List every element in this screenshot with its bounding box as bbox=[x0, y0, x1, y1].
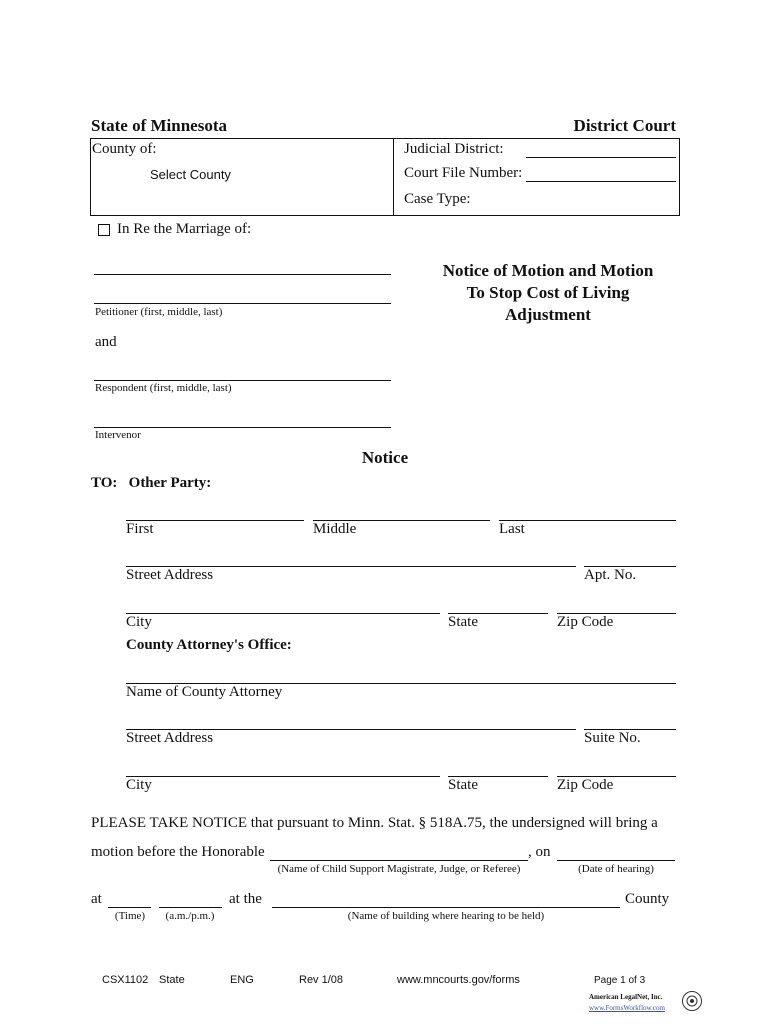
footer-form-id: CSX1102 bbox=[102, 974, 149, 986]
notice-heading: Notice bbox=[361, 448, 409, 467]
hearing-date-caption: (Date of hearing) bbox=[578, 863, 654, 875]
last-name-line[interactable] bbox=[499, 520, 676, 521]
apt-caption: Apt. No. bbox=[584, 567, 637, 583]
motion-before-text: motion before the Honorable bbox=[91, 844, 265, 860]
ca-street-caption: Street Address bbox=[126, 730, 214, 746]
county-label: County of: bbox=[92, 141, 157, 157]
footer-url: www.mncourts.gov/forms bbox=[397, 974, 520, 986]
street-address-caption: Street Address bbox=[126, 567, 214, 583]
ca-city-caption: City bbox=[126, 777, 152, 793]
city-caption: City bbox=[126, 614, 152, 630]
first-name-caption: First bbox=[126, 521, 154, 537]
caption-divider bbox=[393, 138, 394, 216]
logo-name: American LegalNet, Inc. bbox=[589, 993, 663, 1001]
court-file-number-label: Court File Number: bbox=[404, 165, 523, 181]
at-the-text: at the bbox=[229, 891, 262, 907]
footer-page: Page 1 of 3 bbox=[594, 975, 646, 986]
and-text: and bbox=[95, 334, 117, 350]
petitioner-line-2[interactable] bbox=[94, 303, 391, 304]
form-title-line-2: To Stop Cost of Living bbox=[466, 283, 630, 302]
county-attorney-name-caption: Name of County Attorney bbox=[126, 684, 283, 700]
respondent-line[interactable] bbox=[94, 380, 391, 381]
footer-lang: ENG bbox=[230, 974, 254, 986]
to-line: TO: Other Party: bbox=[91, 475, 212, 491]
hearing-date-line[interactable] bbox=[557, 860, 675, 861]
building-caption: (Name of building where hearing to be held) bbox=[347, 910, 545, 922]
city-line[interactable] bbox=[126, 613, 440, 614]
logo-url[interactable]: www.FormsWorkflow.com bbox=[589, 1004, 665, 1012]
building-line[interactable] bbox=[272, 907, 620, 908]
magistrate-caption: (Name of Child Support Magistrate, Judge, or Referee) bbox=[277, 863, 521, 875]
judicial-district-label: Judicial District: bbox=[404, 141, 504, 157]
intervenor-line[interactable] bbox=[94, 427, 391, 428]
state-caption: State bbox=[448, 614, 478, 630]
legalnet-logo-icon bbox=[682, 991, 702, 1011]
marriage-checkbox[interactable] bbox=[98, 224, 110, 236]
court-heading: District Court bbox=[573, 116, 676, 135]
footer-state: State bbox=[159, 974, 185, 986]
judicial-district-field[interactable] bbox=[526, 157, 676, 158]
marriage-checkbox-label: In Re the Marriage of: bbox=[117, 221, 252, 237]
notice-body-line-1: PLEASE TAKE NOTICE that pursuant to Minn. Stat. § 518A.75, the undersigned will bring a bbox=[91, 815, 658, 831]
respondent-caption: Respondent (first, middle, last) bbox=[95, 382, 232, 394]
form-title-line-3: Adjustment bbox=[505, 305, 591, 324]
zip-caption: Zip Code bbox=[557, 614, 614, 630]
case-type-label: Case Type: bbox=[404, 191, 471, 207]
middle-name-caption: Middle bbox=[313, 521, 357, 537]
at-text: at bbox=[91, 891, 102, 907]
state-heading: State of Minnesota bbox=[91, 116, 227, 135]
petitioner-caption: Petitioner (first, middle, last) bbox=[95, 306, 223, 318]
footer-rev: Rev 1/08 bbox=[299, 974, 344, 986]
magistrate-name-line[interactable] bbox=[270, 860, 528, 861]
on-text: , on bbox=[528, 844, 551, 860]
ca-city-line[interactable] bbox=[126, 776, 440, 777]
ca-suite-caption: Suite No. bbox=[584, 730, 641, 746]
ampm-line[interactable] bbox=[159, 907, 222, 908]
time-line[interactable] bbox=[108, 907, 151, 908]
county-text: County bbox=[625, 891, 670, 907]
form-title-line-1: Notice of Motion and Motion bbox=[442, 261, 654, 280]
court-file-number-field[interactable] bbox=[526, 181, 676, 182]
time-caption: (Time) bbox=[114, 910, 146, 922]
petitioner-line-1[interactable] bbox=[94, 274, 391, 275]
intervenor-caption: Intervenor bbox=[95, 429, 141, 441]
county-attorney-heading: County Attorney's Office: bbox=[126, 637, 292, 653]
ampm-caption: (a.m./p.m.) bbox=[165, 910, 215, 922]
last-name-caption: Last bbox=[499, 521, 525, 537]
ca-zip-caption: Zip Code bbox=[557, 777, 614, 793]
ca-state-caption: State bbox=[448, 777, 478, 793]
county-select[interactable]: Select County bbox=[150, 167, 231, 182]
